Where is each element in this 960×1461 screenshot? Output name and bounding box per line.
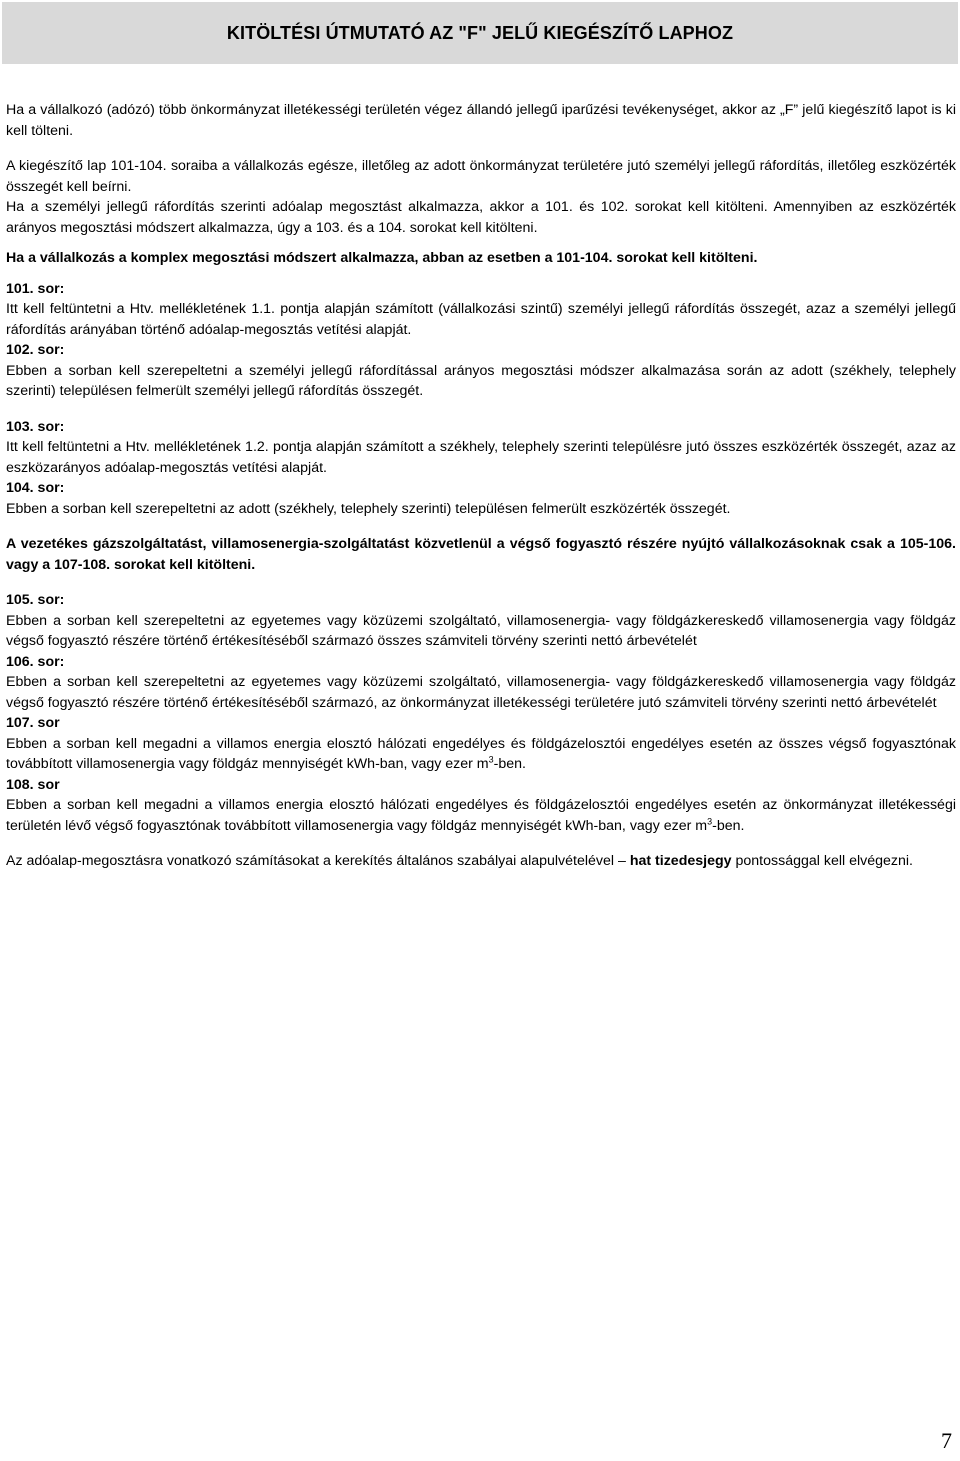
row-104-heading: 104. sor: (6, 480, 65, 496)
row-108-heading: 108. sor (6, 776, 60, 793)
row-102-text: Ebben a sorban kell szerepeltetni a személyi jellegű ráfordítással arányos megosztási módszer alkalmazása során az adott (székhely, telephely szerinti) településen felmerült személyi jellegű ráfordítás összegét. (6, 362, 956, 399)
row-104-text: Ebben a sorban kell szerepeltetni az adott (székhely, telephely szerinti) településen felmerült eszközérték összegét. (6, 500, 731, 517)
row-103-heading: 103. sor: (6, 418, 65, 435)
row-108-text: Ebben a sorban kell megadni a villamos energia elosztó hálózati engedélyes és földgázelosztói engedélyes esetén az önkormányzat illetékességi területén lévő végső fogyasztónak továbbított villamosenergia vagy földgáz mennyiségét kWh-ban, vagy ezer $m^3$-ben. (6, 797, 956, 834)
intro-paragraph-4: Ha a vállalkozás a komplex megosztási módszert alkalmazza, abban az esetben a 101-104. sorokat kell kitölteni. (6, 250, 758, 266)
document-body (6, 100, 956, 872)
row-107-text: Ebben a sorban kell megadni a villamos energia elosztó hálózati engedélyes és földgázelosztói engedélyes esetén az összes végső fogyasztónak továbbított villamosenergia vagy földgáz mennyiségét kWh-ban, vagy ezer $m^3$-ben. (6, 735, 956, 772)
page-number: 7 (941, 1428, 952, 1453)
row-107-heading: 107. sor (6, 715, 60, 731)
closing-paragraph: Az adóalap-megosztásra vonatkozó számításokat a kerekítés általános szabályai alapulvételével – hat tizedesjegy pontossággal kell elvégezni. (6, 853, 913, 869)
row-106-text: Ebben a sorban kell szerepeltetni az egyetemes vagy közüzemi szolgáltató, villamosenergia- vagy földgázkereskedő villamosenergia vagy földgáz végső fogyasztó részére történő értékesítéséből származó, az önkormányzat illetékességi területére jutó számviteli törvény szerinti nettó árbevételét (6, 674, 956, 711)
row-105-text: Ebben a sorban kell szerepeltetni az egyetemes vagy közüzemi szolgáltató, villamosenergia- vagy földgázkereskedő villamosenergia vagy földgáz végső fogyasztó részére történő értékesítéséből származó összes számviteli törvény szerinti nettó árbevételét (6, 612, 956, 649)
row-105-heading: 105. sor: (6, 592, 65, 608)
row-102-heading: 102. sor: (6, 342, 65, 358)
row-103-text: Itt kell feltüntetni a Htv. mellékletének 1.2. pontja alapján számított a székhely, telephely szerinti településre jutó összes eszközérték összegét, azaz az eszközarányos adóalap-megosztás vetítési alapját. (6, 439, 956, 476)
row-101-text: Itt kell feltüntetni a Htv. mellékletének 1.1. pontja alapján számított (vállalkozási szintű) személyi jellegű ráfordítás összegét, azaz a személyi jellegű ráfordítás arányában történő adóalap-megosztás vetítési alapját. (6, 301, 956, 338)
page-title: KITÖLTÉSI ÚTMUTATÓ AZ "F" JELŰ KIEGÉSZÍTŐ LAPHOZ (226, 22, 734, 43)
row-101-heading: 101. sor: (6, 280, 65, 297)
intro-paragraph-3: Ha a személyi jellegű ráfordítás szerinti adóalap megosztást alkalmazza, akkor a 101. és 102. sorokat kell kitölteni. Amennyiben az eszközérték arányos megosztási módszert alkalmazza, úgy a 103. és a 104. sorokat kell kitölteni. (6, 199, 956, 236)
page-header (2, 2, 958, 64)
intro-paragraph-2: A kiegészítő lap 101-104. soraiba a vállalkozás egésze, illetőleg az adott önkormányzat területére jutó személyi jellegű ráfordítás, illetőleg eszközérték összegét kell beírni. (6, 158, 956, 195)
energy-intro: A vezetékes gázszolgáltatást, villamosenergia-szolgáltatást közvetlenül a végső fogyasztó részére nyújtó vállalkozásoknak csak a 105-106. vagy a 107-108. sorokat kell kitölteni. (6, 536, 956, 573)
intro-paragraph-1: Ha a vállalkozó (adózó) több önkormányzat illetékességi területén végez állandó jellegű iparűzési tevékenységet, akkor az „F” jelű kiegészítő lapot is ki kell tölteni. (6, 102, 956, 139)
row-106-heading: 106. sor: (6, 653, 65, 670)
